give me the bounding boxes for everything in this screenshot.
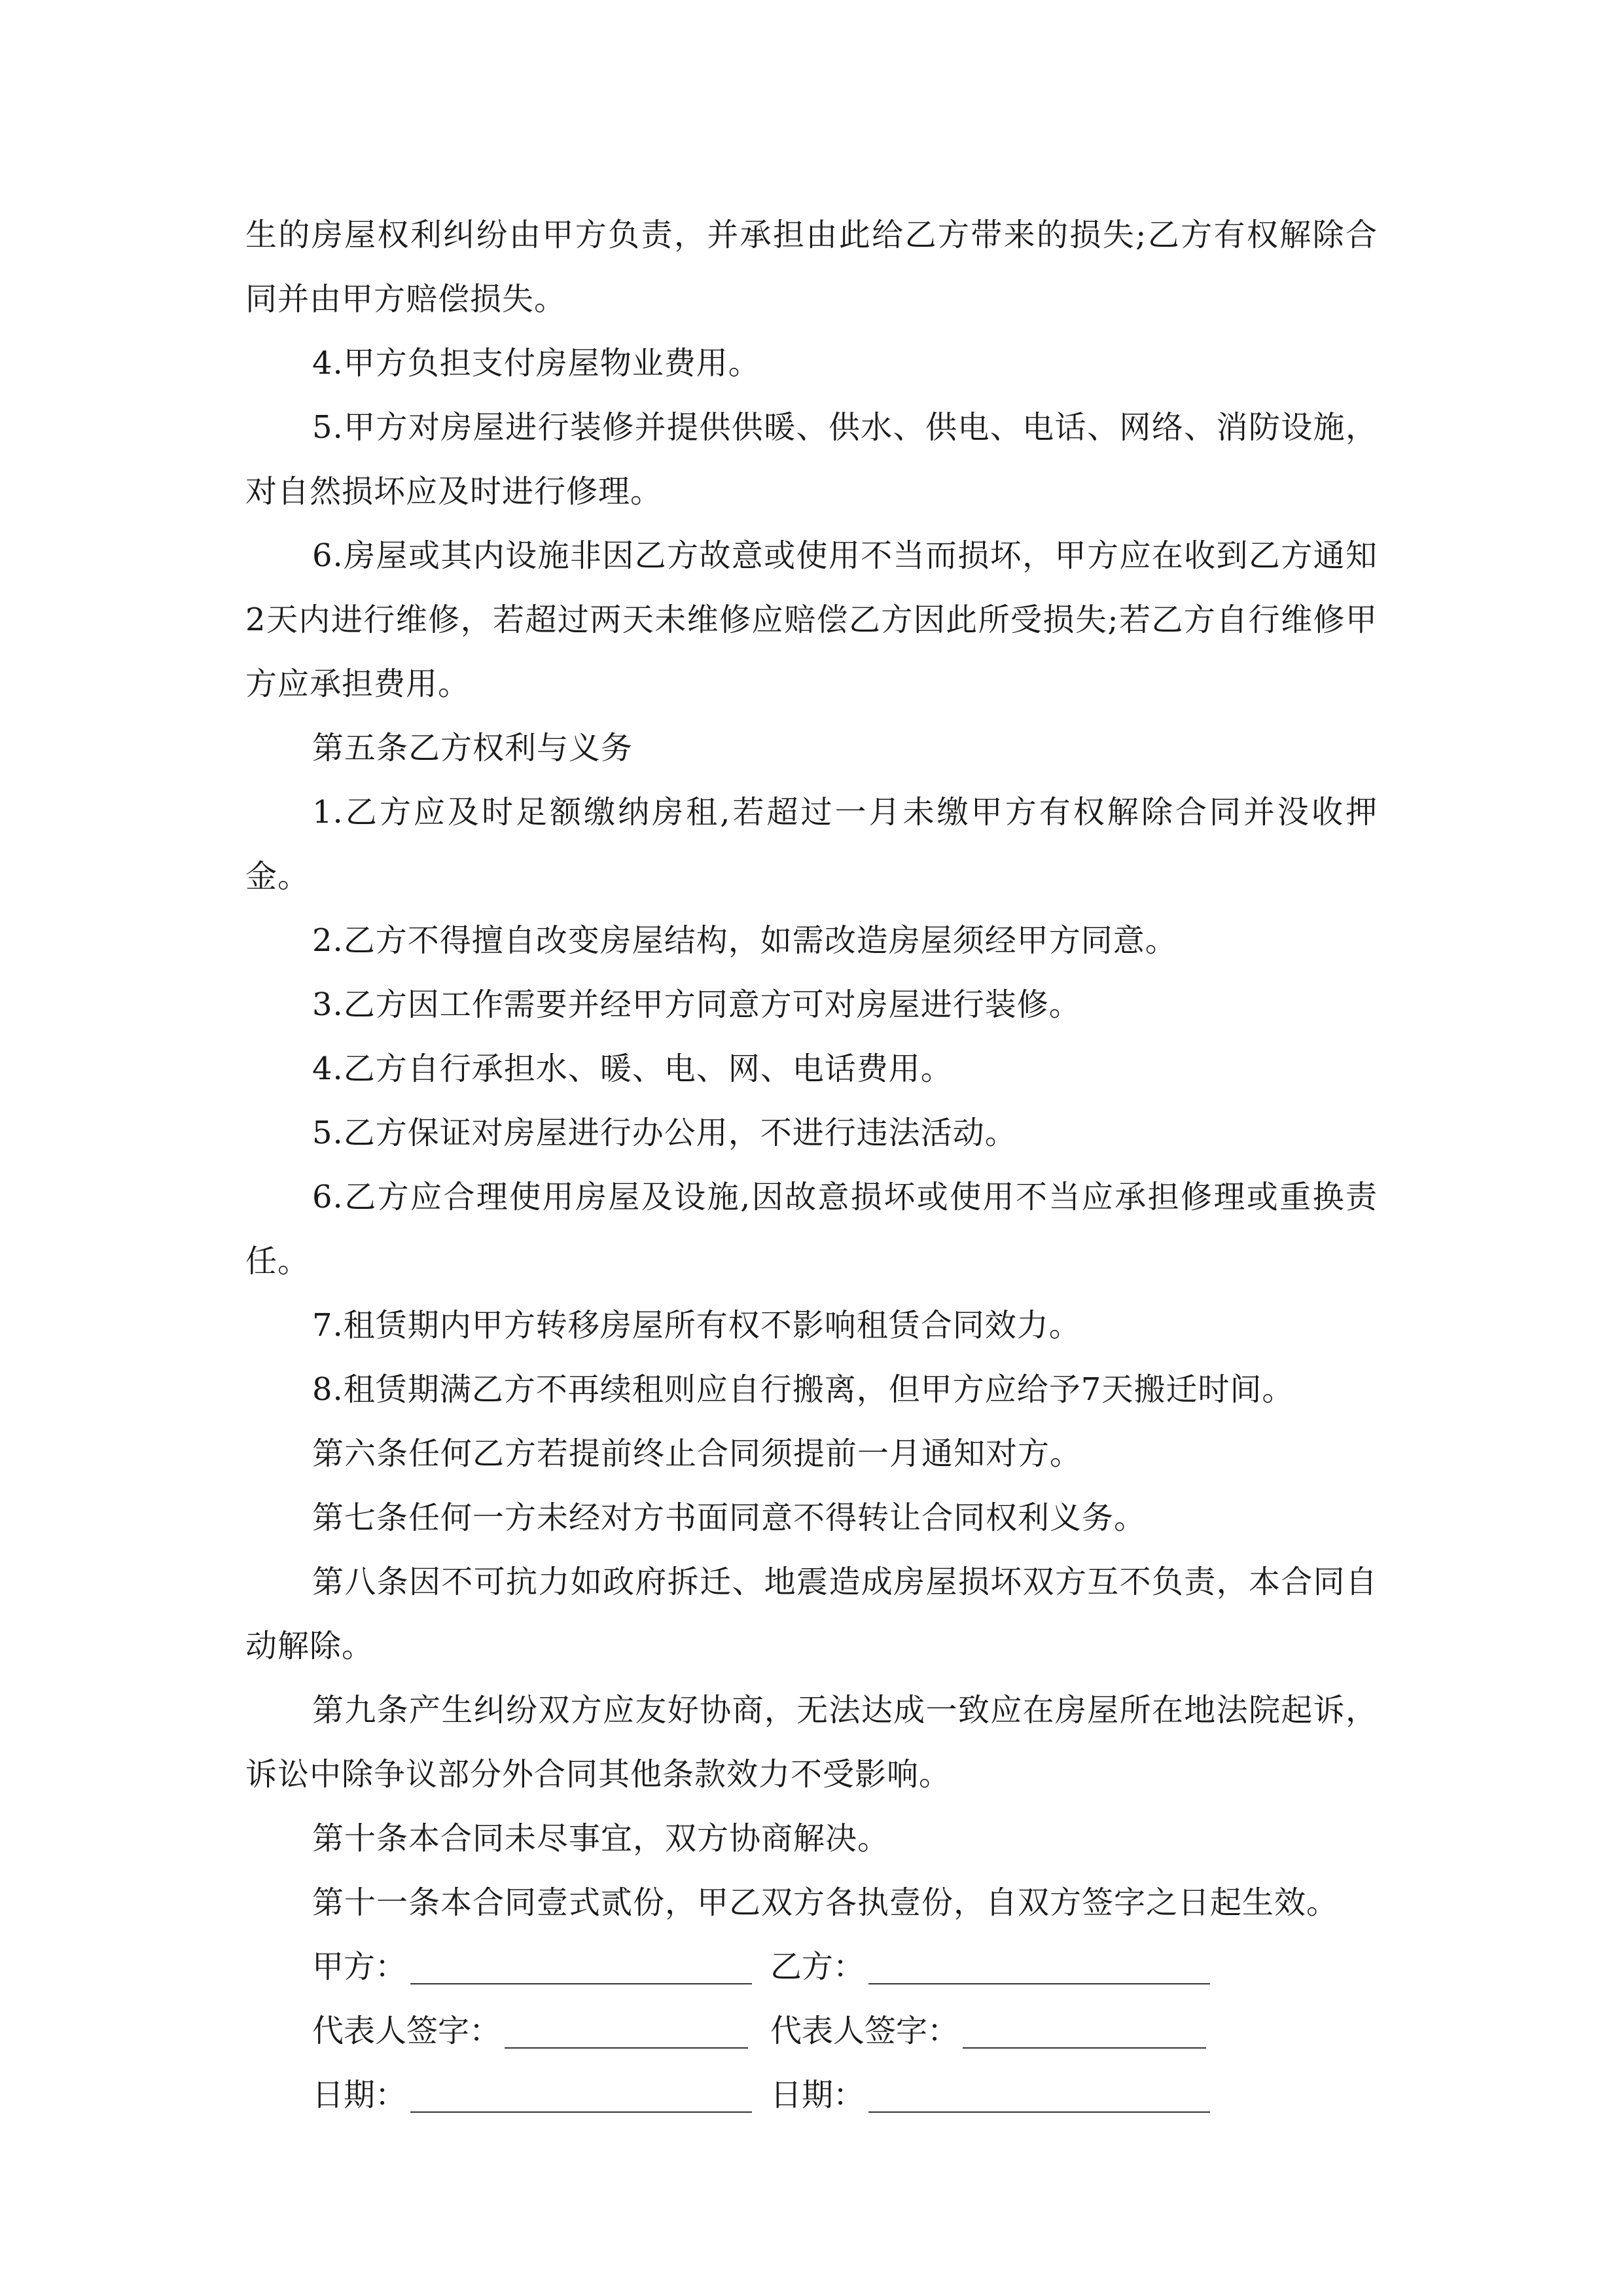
paragraph-8: 3.乙方因工作需要并经甲方同意方可对房屋进行装修。 (312, 986, 1081, 1023)
signature-row-party (245, 1935, 1378, 1999)
party-a-blank-line[interactable] (410, 1935, 752, 1984)
rep-b-signature (770, 1999, 1206, 2063)
party-b-blank-line[interactable] (868, 1935, 1210, 1984)
party-b-signature (770, 1935, 1210, 1999)
document-body (245, 203, 1378, 2127)
rep-b-blank-line[interactable] (963, 1999, 1206, 2049)
paragraph-12: 7.租赁期内甲方转移房屋所有权不影响租赁合同效力。 (312, 1307, 1081, 1344)
paragraph-1: 生的房屋权利纠纷由甲方负责，并承担由此给乙方带来的损失;乙方有权解除合同并由甲方赔偿损失。 (245, 217, 1378, 317)
paragraph-13: 8.租赁期满乙方不再续租则应自行搬离，但甲方应给予7天搬迁时间。 (312, 1371, 1294, 1408)
date-a-signature (312, 2063, 752, 2127)
paragraph-9: 4.乙方自行承担水、暖、电、网、电话费用。 (312, 1050, 953, 1087)
section-10-clause: 第十条本合同未尽事宜，双方协商解决。 (312, 1820, 890, 1857)
party-a-signature (312, 1935, 752, 1999)
paragraph-3: 5.甲方对房屋进行装修并提供供暖、供水、供电、电话、网络、消防设施，对自然损坏应及时进行修理。 (245, 409, 1378, 510)
paragraph-6: 1.乙方应及时足额缴纳房租,若超过一月未缴甲方有权解除合同并没收押金。 (245, 794, 1378, 895)
paragraph-2: 4.甲方负担支付房屋物业费用。 (312, 345, 760, 382)
date-b-signature (770, 2063, 1210, 2127)
paragraph-10: 5.乙方保证对房屋进行办公用，不进行违法活动。 (312, 1115, 1017, 1151)
date-b-label: 日期： (770, 2077, 865, 2113)
rep-a-blank-line[interactable] (505, 1999, 748, 2049)
section-8-clause: 第八条因不可抗力如政府拆迁、地震造成房屋损坏双方互不负责，本合同自动解除。 (245, 1564, 1378, 1664)
rep-a-signature (312, 1999, 748, 2063)
date-b-blank-line[interactable] (868, 2063, 1210, 2113)
section-9-clause: 第九条产生纠纷双方应友好协商，无法达成一致应在房屋所在地法院起诉，诉讼中除争议部分外合同其他条款效力不受影响。 (245, 1692, 1378, 1793)
date-a-blank-line[interactable] (410, 2063, 752, 2113)
signature-row-date (245, 2063, 1378, 2127)
section-11-clause: 第十一条本合同壹式贰份，甲乙双方各执壹份，自双方签字之日起生效。 (312, 1884, 1339, 1921)
section-7-clause: 第七条任何一方未经对方书面同意不得转让合同权利义务。 (312, 1499, 1147, 1536)
party-b-label: 乙方： (770, 1948, 865, 1985)
section-5-heading: 第五条乙方权利与义务 (312, 730, 633, 766)
paragraph-11: 6.乙方应合理使用房屋及设施,因故意损坏或使用不当应承担修理或重换责任。 (245, 1179, 1378, 1280)
rep-b-label: 代表人签字： (770, 2013, 959, 2049)
section-6-clause: 第六条任何乙方若提前终止合同须提前一月通知对方。 (312, 1435, 1082, 1472)
signature-row-representative (245, 1999, 1378, 2063)
rep-a-label: 代表人签字： (312, 2013, 501, 2049)
party-a-label: 甲方： (312, 1948, 407, 1985)
paragraph-7: 2.乙方不得擅自改变房屋结构，如需改造房屋须经甲方同意。 (312, 922, 1177, 959)
date-a-label: 日期： (312, 2077, 407, 2113)
paragraph-4: 6.房屋或其内设施非因乙方故意或使用不当而损坏，甲方应在收到乙方通知2天内进行维修，若超过两天未维修应赔偿乙方因此所受损失;若乙方自行维修甲方应承担费用。 (245, 537, 1378, 702)
